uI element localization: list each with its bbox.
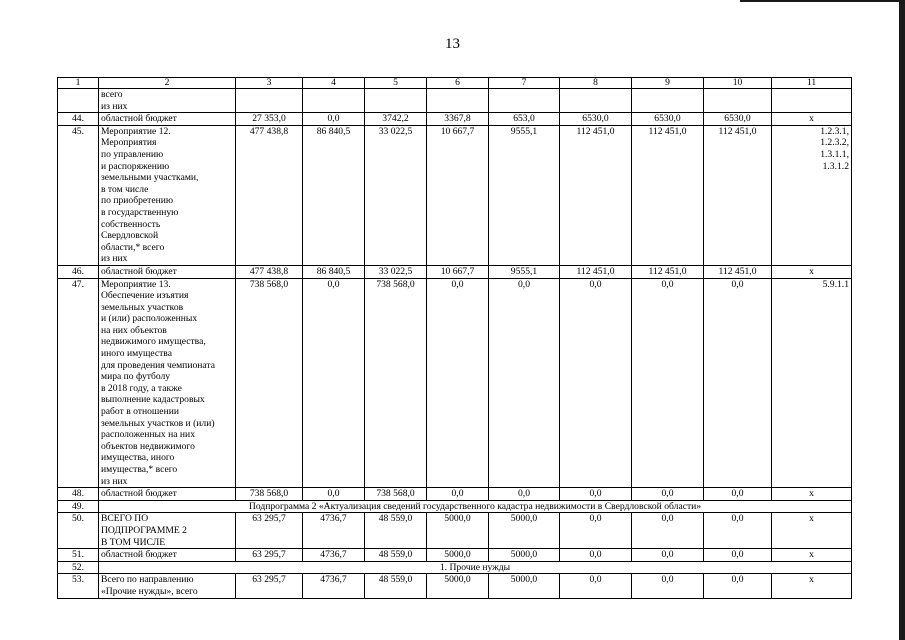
value-cell: 63 295,7 bbox=[236, 549, 303, 562]
target-refs: х bbox=[772, 549, 852, 562]
value-cell: 112 451,0 bbox=[560, 125, 632, 265]
value-cell: 112 451,0 bbox=[704, 125, 772, 265]
row-name: Мероприятие 13. Обеспечение изъятия земельных участков и (или) расположенных на них объектов недвижимого имущества, иного имущества для проведения чемпионата мира по футболу в 2018 году, а также выполнение кадастровых работ в отношении земельных участков и (или) расположенных на них объектов недвижимого имущества, иного имущества,* всего из них bbox=[99, 278, 236, 488]
value-cell: 9555,1 bbox=[489, 125, 560, 265]
value-cell: 0,0 bbox=[632, 574, 704, 598]
row-number: 49. bbox=[58, 500, 99, 513]
table-row bbox=[58, 549, 852, 562]
value-cell: 33 022,5 bbox=[365, 265, 427, 278]
row-number: 46. bbox=[58, 265, 99, 278]
value-cell bbox=[632, 89, 704, 113]
value-cell: 738 568,0 bbox=[365, 278, 427, 488]
row-name: Мероприятие 12. Мероприятия по управлению и распоряжению земельными участками, в том числе по приобретению в государственную собственность Свердловской области,* всего из них bbox=[99, 125, 236, 265]
section-title: Подпрограмма 2 «Актуализация сведений государственного кадастра недвижимости в Свердловской области» bbox=[99, 500, 852, 513]
row-number: 47. bbox=[58, 278, 99, 488]
header-cell: 4 bbox=[303, 78, 365, 89]
value-cell: 0,0 bbox=[560, 574, 632, 598]
value-cell: 48 559,0 bbox=[365, 549, 427, 562]
value-cell: 0,0 bbox=[560, 513, 632, 549]
value-cell: 0,0 bbox=[704, 488, 772, 501]
row-name: всего из них bbox=[99, 89, 236, 113]
target-refs: х bbox=[772, 574, 852, 598]
value-cell: 653,0 bbox=[489, 113, 560, 126]
budget-table-body bbox=[58, 78, 852, 599]
value-cell: 112 451,0 bbox=[632, 265, 704, 278]
row-number: 51. bbox=[58, 549, 99, 562]
header-cell: 11 bbox=[772, 78, 852, 89]
value-cell: 6530,0 bbox=[632, 113, 704, 126]
header-cell: 10 bbox=[704, 78, 772, 89]
value-cell: 0,0 bbox=[704, 513, 772, 549]
value-cell: 0,0 bbox=[427, 488, 489, 501]
table-row bbox=[58, 125, 852, 265]
row-name: областной бюджет bbox=[99, 549, 236, 562]
value-cell bbox=[704, 89, 772, 113]
value-cell: 0,0 bbox=[632, 488, 704, 501]
section-title: 1. Прочие нужды bbox=[99, 561, 852, 574]
value-cell: 112 451,0 bbox=[632, 125, 704, 265]
value-cell: 63 295,7 bbox=[236, 513, 303, 549]
value-cell: 0,0 bbox=[632, 549, 704, 562]
row-name: ВСЕГО ПО ПОДПРОГРАММЕ 2 В ТОМ ЧИСЛЕ bbox=[99, 513, 236, 549]
value-cell: 112 451,0 bbox=[560, 265, 632, 278]
value-cell: 5000,0 bbox=[489, 549, 560, 562]
page-number: 13 bbox=[445, 36, 460, 52]
target-refs: х bbox=[772, 113, 852, 126]
value-cell: 33 022,5 bbox=[365, 125, 427, 265]
row-number bbox=[58, 89, 99, 113]
header-cell: 9 bbox=[632, 78, 704, 89]
table-row bbox=[58, 89, 852, 113]
row-name: областной бюджет bbox=[99, 265, 236, 278]
table-row bbox=[58, 488, 852, 501]
value-cell: 5000,0 bbox=[427, 513, 489, 549]
value-cell: 0,0 bbox=[704, 278, 772, 488]
row-name: Всего по направлению «Прочие нужды», всего bbox=[99, 574, 236, 598]
value-cell: 738 568,0 bbox=[236, 488, 303, 501]
value-cell: 477 438,8 bbox=[236, 125, 303, 265]
row-name: областной бюджет bbox=[99, 488, 236, 501]
table-header-row bbox=[58, 78, 852, 89]
value-cell: 0,0 bbox=[303, 113, 365, 126]
value-cell: 0,0 bbox=[489, 278, 560, 488]
value-cell: 3367,8 bbox=[427, 113, 489, 126]
value-cell bbox=[365, 89, 427, 113]
row-number: 44. bbox=[58, 113, 99, 126]
target-refs: 1.2.3.1, 1.2.3.2, 1.3.1.1, 1.3.1.2 bbox=[772, 125, 852, 265]
header-cell: 2 bbox=[99, 78, 236, 89]
target-refs: х bbox=[772, 265, 852, 278]
value-cell: 0,0 bbox=[632, 278, 704, 488]
value-cell: 0,0 bbox=[489, 488, 560, 501]
value-cell: 0,0 bbox=[632, 513, 704, 549]
header-cell: 7 bbox=[489, 78, 560, 89]
table-row bbox=[58, 265, 852, 278]
value-cell: 86 840,5 bbox=[303, 265, 365, 278]
header-cell: 3 bbox=[236, 78, 303, 89]
table-row bbox=[58, 561, 852, 574]
value-cell: 10 667,7 bbox=[427, 265, 489, 278]
value-cell: 0,0 bbox=[704, 549, 772, 562]
scan-edge-top bbox=[740, 0, 905, 2]
value-cell: 27 353,0 bbox=[236, 113, 303, 126]
row-number: 52. bbox=[58, 561, 99, 574]
value-cell: 5000,0 bbox=[427, 549, 489, 562]
value-cell: 0,0 bbox=[427, 278, 489, 488]
target-refs: 5.9.1.1 bbox=[772, 278, 852, 488]
table-row bbox=[58, 574, 852, 598]
budget-table bbox=[57, 77, 852, 599]
value-cell: 3742,2 bbox=[365, 113, 427, 126]
header-cell: 5 bbox=[365, 78, 427, 89]
row-number: 45. bbox=[58, 125, 99, 265]
value-cell: 0,0 bbox=[560, 278, 632, 488]
header-cell: 8 bbox=[560, 78, 632, 89]
table-row bbox=[58, 278, 852, 488]
value-cell: 48 559,0 bbox=[365, 513, 427, 549]
value-cell bbox=[560, 89, 632, 113]
value-cell: 10 667,7 bbox=[427, 125, 489, 265]
value-cell: 0,0 bbox=[704, 574, 772, 598]
value-cell: 86 840,5 bbox=[303, 125, 365, 265]
value-cell: 4736,7 bbox=[303, 574, 365, 598]
target-refs: х bbox=[772, 513, 852, 549]
value-cell: 738 568,0 bbox=[365, 488, 427, 501]
scan-edge-right bbox=[899, 0, 905, 640]
value-cell: 0,0 bbox=[303, 278, 365, 488]
value-cell: 5000,0 bbox=[489, 574, 560, 598]
value-cell bbox=[236, 89, 303, 113]
header-cell: 6 bbox=[427, 78, 489, 89]
value-cell: 477 438,8 bbox=[236, 265, 303, 278]
table-row bbox=[58, 500, 852, 513]
table-row bbox=[58, 513, 852, 549]
header-cell: 1 bbox=[58, 78, 99, 89]
value-cell: 4736,7 bbox=[303, 549, 365, 562]
value-cell bbox=[303, 89, 365, 113]
value-cell bbox=[427, 89, 489, 113]
value-cell: 9555,1 bbox=[489, 265, 560, 278]
value-cell: 5000,0 bbox=[427, 574, 489, 598]
value-cell: 63 295,7 bbox=[236, 574, 303, 598]
value-cell: 6530,0 bbox=[704, 113, 772, 126]
value-cell: 0,0 bbox=[560, 488, 632, 501]
row-number: 53. bbox=[58, 574, 99, 598]
value-cell bbox=[489, 89, 560, 113]
value-cell: 4736,7 bbox=[303, 513, 365, 549]
row-name: областной бюджет bbox=[99, 113, 236, 126]
value-cell: 112 451,0 bbox=[704, 265, 772, 278]
target-refs bbox=[772, 89, 852, 113]
value-cell: 0,0 bbox=[303, 488, 365, 501]
target-refs: х bbox=[772, 488, 852, 501]
value-cell: 5000,0 bbox=[489, 513, 560, 549]
table-row bbox=[58, 113, 852, 126]
value-cell: 6530,0 bbox=[560, 113, 632, 126]
value-cell: 48 559,0 bbox=[365, 574, 427, 598]
value-cell: 0,0 bbox=[560, 549, 632, 562]
value-cell: 738 568,0 bbox=[236, 278, 303, 488]
row-number: 48. bbox=[58, 488, 99, 501]
row-number: 50. bbox=[58, 513, 99, 549]
